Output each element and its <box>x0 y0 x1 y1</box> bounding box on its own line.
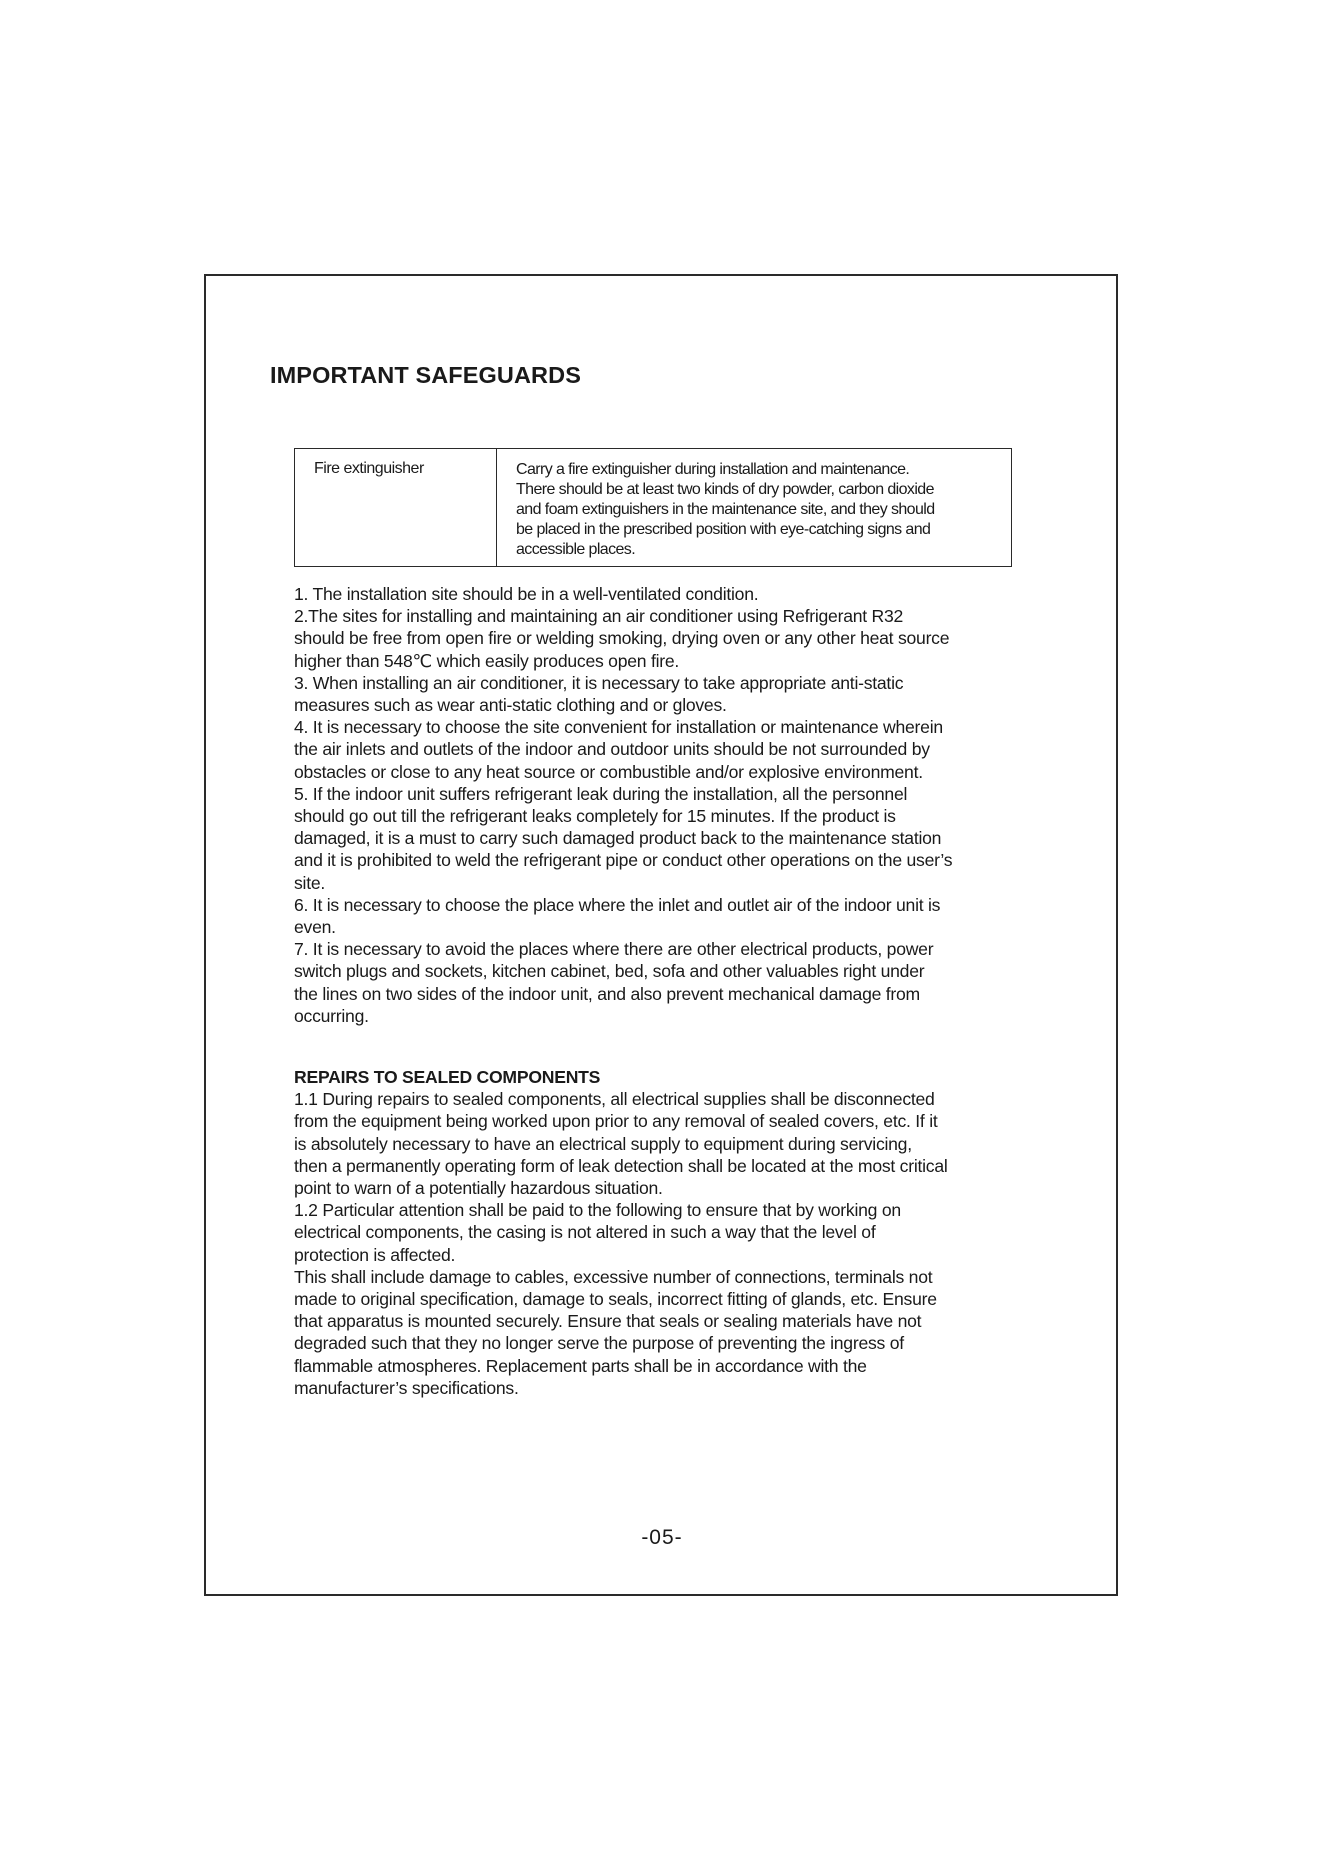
safeguard-line: the air inlets and outlets of the indoor and outdoor units should be not surrounded by <box>294 739 930 760</box>
repair-line: electrical components, the casing is not altered in such a way that the level of <box>294 1222 876 1243</box>
safeguard-line: the lines on two sides of the indoor unit, and also prevent mechanical damage from <box>294 983 920 1004</box>
section-heading: REPAIRS TO SEALED COMPONENTS <box>294 1067 601 1087</box>
repair-line: 1.2 Particular attention shall be paid to the following to ensure that by working on <box>294 1200 901 1221</box>
repair-line: point to warn of a potentially hazardous situation. <box>294 1178 663 1199</box>
repair-line: protection is affected. <box>294 1244 456 1265</box>
repair-line: 1.1 During repairs to sealed components, all electrical supplies shall be disconnected <box>294 1089 935 1110</box>
safeguard-line: damaged, it is a must to carry such damaged product back to the maintenance station <box>294 828 942 849</box>
repair-line: manufacturer’s specifications. <box>294 1377 519 1398</box>
repair-line: This shall include damage to cables, excessive number of connections, terminals not <box>294 1266 933 1287</box>
safeguard-line: 7. It is necessary to avoid the places where there are other electrical products, power <box>294 939 934 960</box>
safeguard-line: site. <box>294 872 326 893</box>
table-line: and foam extinguishers in the maintenance site, and they should <box>516 501 935 518</box>
table-line: There should be at least two kinds of dry powder, carbon dioxide <box>516 481 934 498</box>
page-title: IMPORTANT SAFEGUARDS <box>270 362 581 388</box>
repair-line: from the equipment being worked upon prior to any removal of sealed covers, etc. If it <box>294 1111 938 1132</box>
safeguard-line: should go out till the refrigerant leaks completely for 15 minutes. If the product is <box>294 806 896 827</box>
safeguard-line: occurring. <box>294 1005 369 1026</box>
repair-line: degraded such that they no longer serve the purpose of preventing the ingress of <box>294 1333 904 1354</box>
repair-line: flammable atmospheres. Replacement parts shall be in accordance with the <box>294 1355 867 1376</box>
fire-extinguisher-table <box>294 448 1012 567</box>
safeguard-line: 3. When installing an air conditioner, it is necessary to take appropriate anti-static <box>294 672 904 693</box>
safeguard-line: obstacles or close to any heat source or combustible and/or explosive environment. <box>294 761 923 782</box>
safeguard-line: 1. The installation site should be in a well-ventilated condition. <box>294 584 759 604</box>
safeguard-line: 4. It is necessary to choose the site convenient for installation or maintenance wherein <box>294 717 943 738</box>
safeguard-line: measures such as wear anti-static clothing and or gloves. <box>294 695 727 716</box>
repairs-section <box>294 1066 1054 1399</box>
safeguard-line: 5. If the indoor unit suffers refrigerant leak during the installation, all the personnel <box>294 783 908 804</box>
safeguard-line: switch plugs and sockets, kitchen cabinet, bed, sofa and other valuables right under <box>294 961 925 982</box>
repair-line: then a permanently operating form of leak detection shall be located at the most critical <box>294 1155 948 1176</box>
repair-line: that apparatus is mounted securely. Ensure that seals or sealing materials have not <box>294 1311 922 1332</box>
safeguard-line: higher than 548℃ which easily produces open fire. <box>294 650 680 671</box>
repair-line: made to original specification, damage to seals, incorrect fitting of glands, etc. Ensure <box>294 1289 937 1310</box>
safeguard-line: 6. It is necessary to choose the place where the inlet and outlet air of the indoor unit is <box>294 894 941 915</box>
table-line: accessible places. <box>516 541 636 558</box>
safeguards-list <box>294 583 1054 1027</box>
safeguard-line: and it is prohibited to weld the refrigerant pipe or conduct other operations on the user’s <box>294 850 953 871</box>
page-number: -05- <box>641 1526 683 1549</box>
table-label-cell: Fire extinguisher <box>295 449 497 566</box>
table-line: be placed in the prescribed position with eye-catching signs and <box>516 521 931 538</box>
table-line: Carry a fire extinguisher during installation and maintenance. <box>516 461 910 478</box>
safeguard-line: 2.The sites for installing and maintaining an air conditioner using Refrigerant R32 <box>294 606 904 627</box>
table-description-cell <box>497 449 1011 566</box>
repair-line: is absolutely necessary to have an electrical supply to equipment during servicing, <box>294 1133 912 1154</box>
safeguard-line: even. <box>294 917 336 938</box>
safeguard-line: should be free from open fire or welding smoking, drying oven or any other heat source <box>294 628 950 649</box>
